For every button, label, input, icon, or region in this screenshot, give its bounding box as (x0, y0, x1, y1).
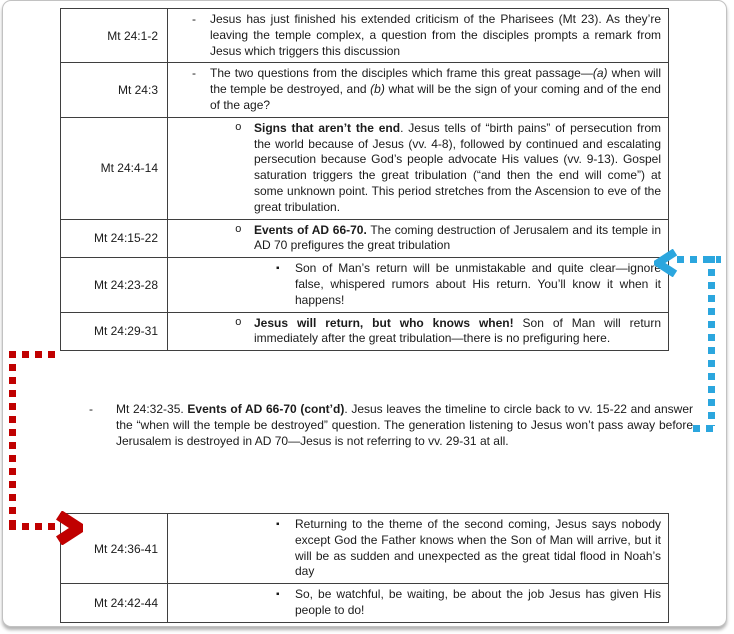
verse-ref-cell: Mt 24:23-28 (61, 258, 168, 311)
mt24-32-35-paragraph (87, 401, 693, 449)
paragraph-text (116, 402, 693, 448)
table-row (61, 313, 668, 351)
note-cell (168, 118, 668, 219)
note-cell (168, 9, 668, 62)
verse-ref-cell: Mt 24:36-41 (61, 514, 168, 583)
verse-ref-cell: Mt 24:15-22 (61, 220, 168, 258)
bullet-marker: o (235, 121, 242, 134)
verse-ref-cell: Mt 24:3 (61, 63, 168, 116)
arrow-dotted-line (9, 364, 16, 527)
verse-ref-cell: Mt 24:1-2 (61, 9, 168, 62)
text-segment: what will be the sign of your coming and of the end of the age? (210, 82, 661, 112)
note-cell (168, 258, 668, 311)
verse-ref-cell: Mt 24:4-14 (61, 118, 168, 219)
text-segment: The two questions from the disciples which frame this great passage— (210, 66, 593, 81)
arrow-left-head-icon (654, 249, 678, 277)
text-segment: Jesus will return, but who knows when! (254, 315, 514, 330)
document-page (2, 0, 727, 627)
note-cell (168, 514, 668, 583)
text-segment: Son of Man will return immediately after the great tribulation—there is no prefiguring here. (254, 315, 661, 346)
note-cell (168, 313, 668, 351)
verse-ref-cell: Mt 24:42-44 (61, 584, 168, 622)
text-segment: . Jesus leaves the timeline to circle back to vv. 15-22 and answer the “when will the temple be destroyed” question. The generation listening to Jesus won’t pass away before Jerusalem is destroyed in AD 70—Jesus is not referring to vv. 29-31 at all. (116, 402, 693, 448)
table-row (61, 258, 668, 312)
table-row (61, 118, 668, 220)
text-segment: Mt 24:32-35. (116, 402, 188, 416)
table-row (61, 514, 668, 584)
bullet-marker: - (192, 12, 196, 26)
text-segment: (a) (592, 66, 608, 81)
arrow-right-head-icon (55, 511, 83, 545)
text-segment: Returning to the theme of the second coming, Jesus says nobody except God the Father knows when the Son of Man will arrive, but it will be as sudden and unexpected as the great tidal flood in Noah’s day (295, 517, 661, 579)
table-row (61, 584, 668, 622)
arrow-dotted-line (708, 256, 715, 426)
bullet-marker: ▪ (276, 263, 280, 275)
verse-ref-cell: Mt 24:29-31 (61, 313, 168, 351)
table-row (61, 220, 668, 259)
text-segment: Signs that aren’t the end (254, 120, 401, 135)
note-cell (168, 220, 668, 258)
note-cell (168, 63, 668, 116)
text-segment: Events of AD 66-70. (254, 222, 367, 237)
text-segment: . Jesus tells of “birth pains” of persecution from the world because of Jesus (vv. 4-8), followed by continued and escalating persecution because God’s people advocate His values (vv. 9-13). Gospel saturation triggers the great tribulation (“and then the end will come”) at some unknown point. This period stretches from the Ascension to eve of the great tribulation. (254, 120, 662, 214)
table-row (61, 63, 668, 117)
arrow-dotted-line (9, 351, 57, 358)
bullet-marker: ▪ (276, 519, 280, 530)
table-row (61, 9, 668, 63)
bullet-marker: o (235, 316, 242, 329)
text-segment: The coming destruction of Jerusalem and its temple in AD 70 prefigures the great tribulation (254, 222, 661, 253)
bullet-marker: ▪ (276, 589, 280, 601)
text-segment: Events of AD 66-70 (cont’d) (187, 402, 345, 416)
arrow-dotted-line (693, 425, 715, 432)
dash-bullet-marker: - (89, 402, 93, 416)
text-segment: Jesus has just finished his extended criticism of the Pharisees (Mt 23). As they’re leaving the temple complex, a question from the disciples prompts a remark from Jesus which triggers this discussion (210, 12, 661, 58)
text-segment: (b) (370, 82, 385, 97)
text-segment: So, be watchful, be waiting, be about the job Jesus has given His people to do! (295, 587, 661, 617)
outline-table-bottom (60, 513, 669, 623)
text-segment: when will the temple be destroyed, and (210, 66, 661, 97)
arrow-dotted-line (9, 523, 55, 530)
outline-table-top (60, 8, 669, 351)
note-cell (168, 584, 668, 622)
text-segment: Son of Man’s return will be unmistakable and quite clear—ignore false, whispered rumors about His return. You’ll know it when it happens! (295, 261, 661, 307)
bullet-marker: - (192, 66, 196, 81)
bullet-marker: o (235, 223, 242, 236)
